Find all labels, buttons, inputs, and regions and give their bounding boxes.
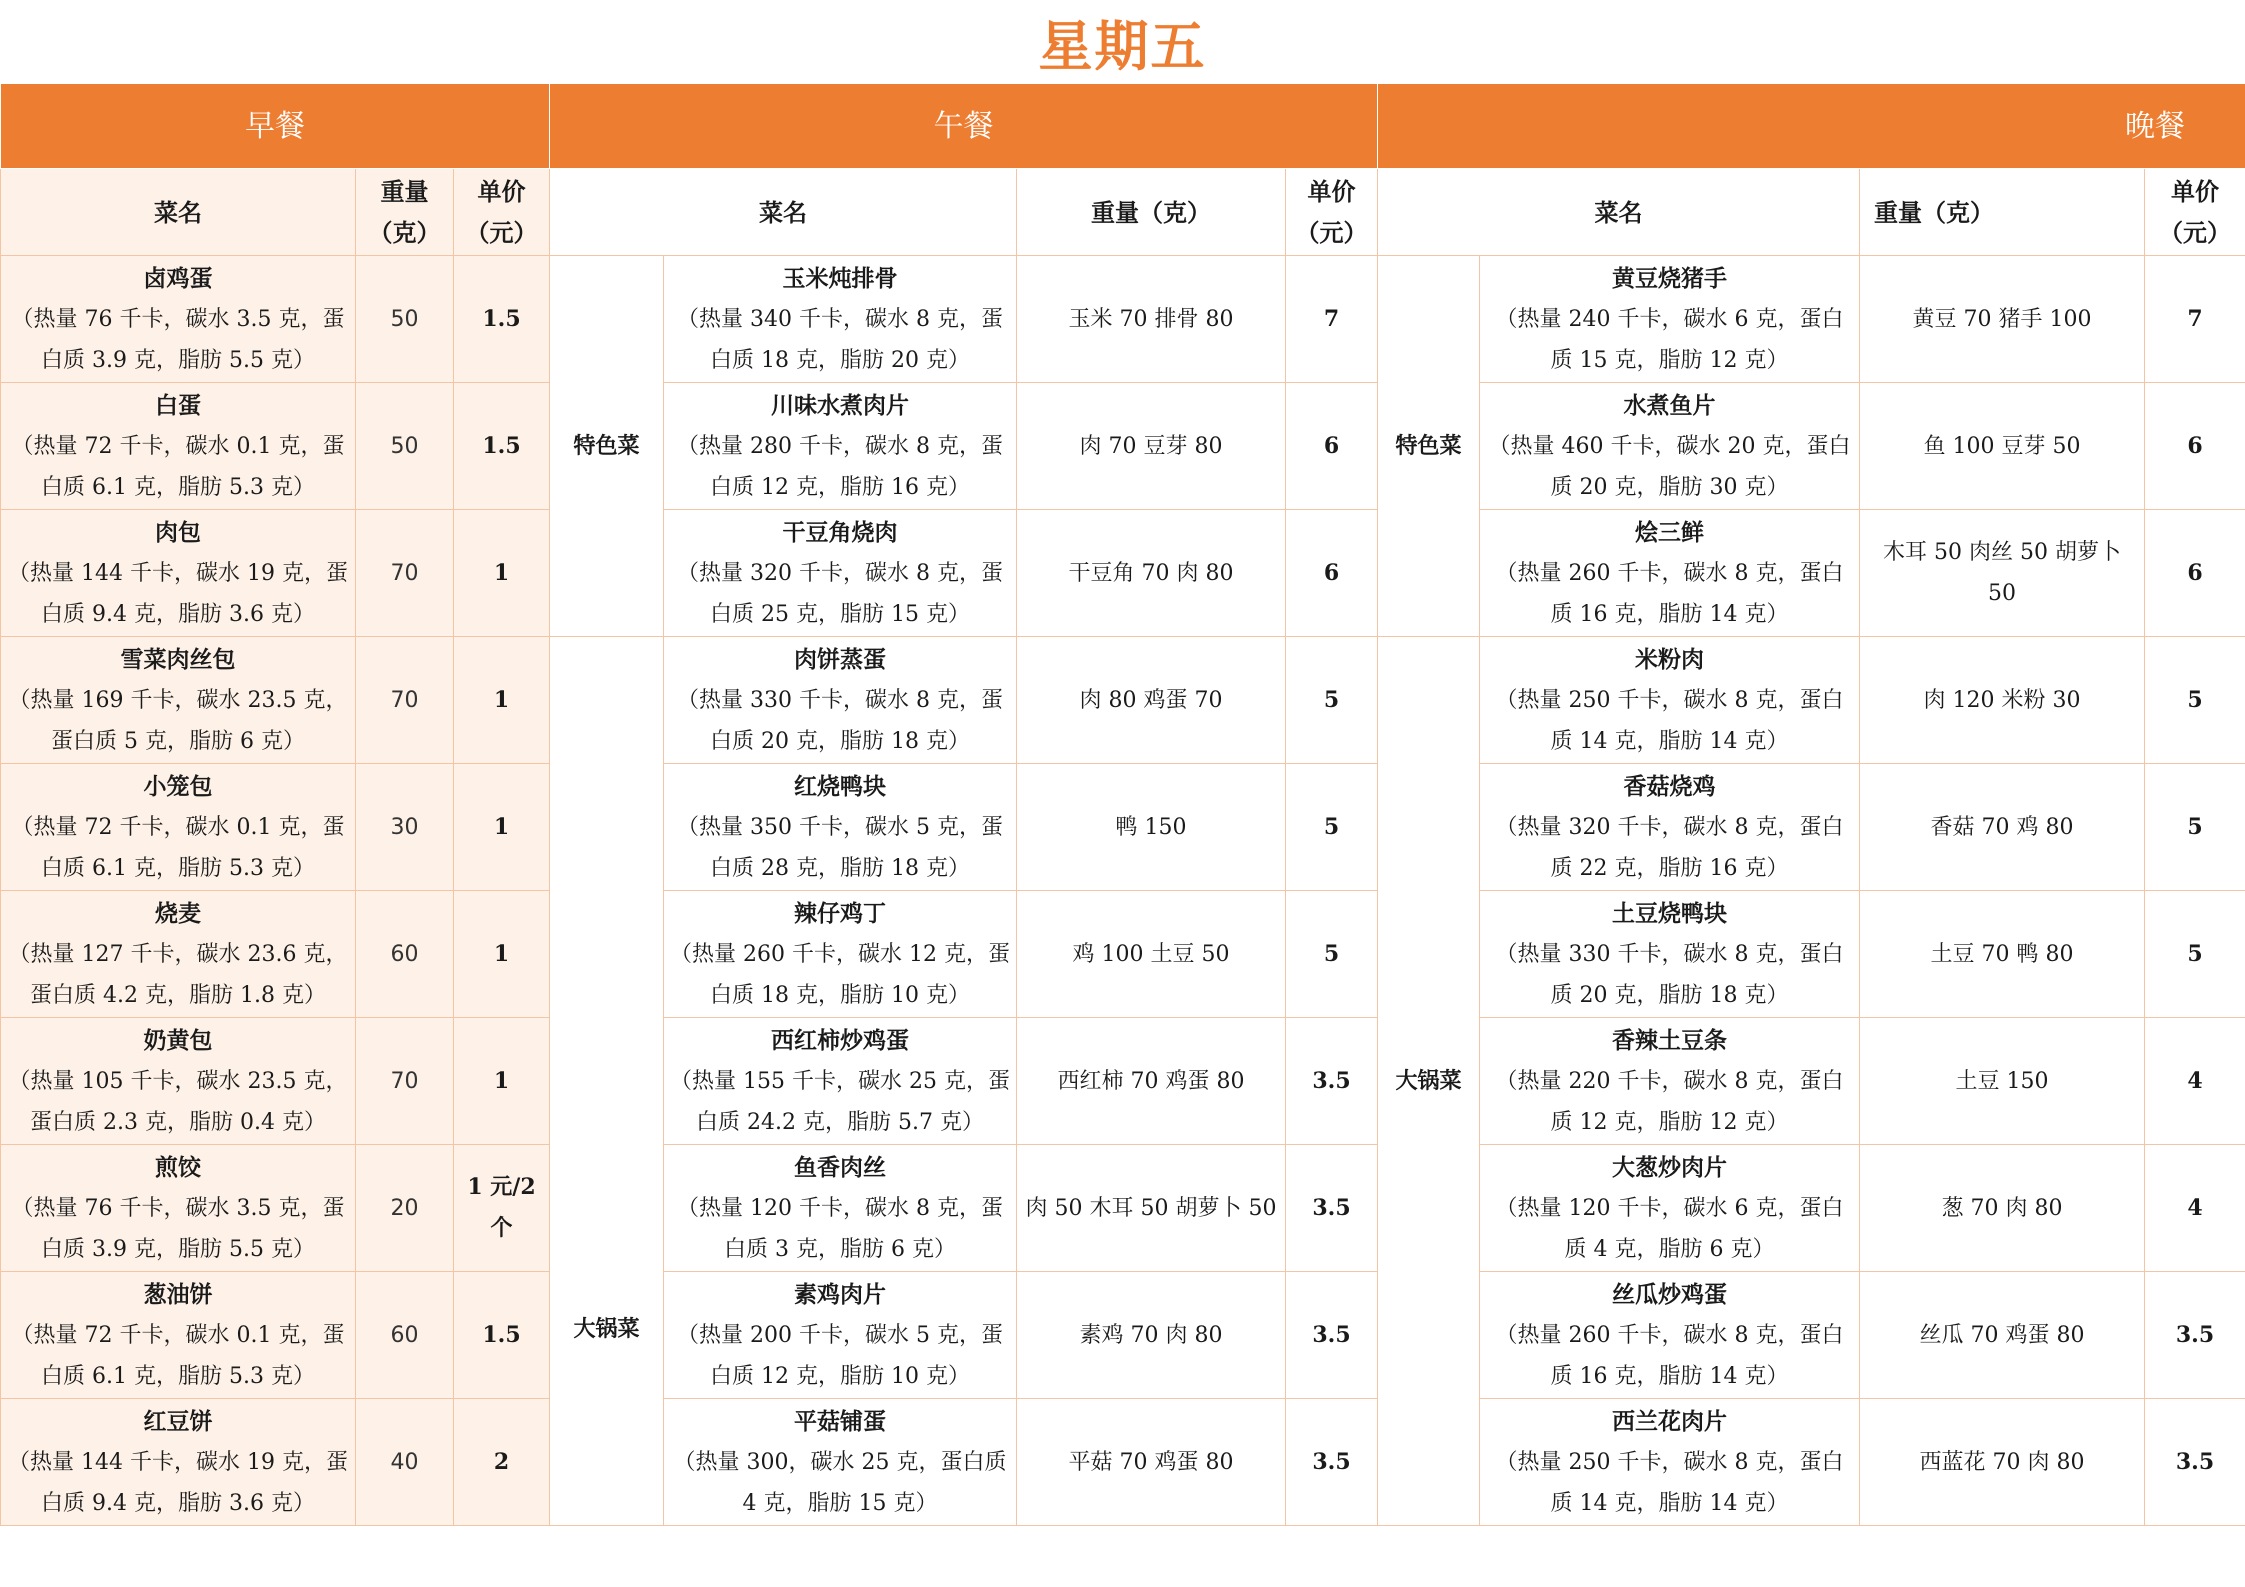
col-dinner-weight: 重量（克） — [1860, 169, 2145, 256]
dish-name: 土豆烧鸭块 — [1612, 899, 1728, 927]
dinner-weight: 鱼 100 豆芽 50 — [1860, 383, 2145, 510]
breakfast-dish — [1, 637, 356, 764]
breakfast-dish — [1, 764, 356, 891]
dinner-category-special: 特色菜 — [1378, 256, 1480, 637]
lunch-price: 5 — [1286, 764, 1378, 891]
dish-nutrition: （热量 105 千卡，碳水 23.5 克，蛋白质 2.3 克，脂肪 0.4 克） — [8, 1068, 348, 1135]
dish-nutrition: （热量 320 千卡，碳水 8 克，蛋白质 25 克，脂肪 15 克） — [677, 560, 1003, 627]
breakfast-weight: 40 — [356, 1399, 454, 1526]
breakfast-dish — [1, 1399, 356, 1526]
dinner-dish — [1480, 510, 1860, 637]
dish-nutrition: （热量 120 千卡，碳水 8 克，蛋白质 3 克，脂肪 6 克） — [677, 1195, 1003, 1262]
dish-name: 大葱炒肉片 — [1612, 1153, 1728, 1181]
dinner-weight: 香菇 70 鸡 80 — [1860, 764, 2145, 891]
col-lunch-name: 菜名 — [550, 169, 1017, 256]
dish-nutrition: （热量 340 千卡，碳水 8 克，蛋白质 18 克，脂肪 20 克） — [677, 306, 1003, 373]
dish-nutrition: （热量 260 千卡，碳水 8 克，蛋白质 16 克，脂肪 14 克） — [1495, 1322, 1844, 1389]
breakfast-dish — [1, 383, 356, 510]
breakfast-dish — [1, 510, 356, 637]
lunch-category-pot: 大锅菜 — [550, 637, 664, 1526]
lunch-weight: 鸡 100 土豆 50 — [1017, 891, 1286, 1018]
dish-nutrition: （热量 330 千卡，碳水 8 克，蛋白质 20 克，脂肪 18 克） — [677, 687, 1003, 754]
dinner-weight: 丝瓜 70 鸡蛋 80 — [1860, 1272, 2145, 1399]
dinner-weight: 西蓝花 70 肉 80 — [1860, 1399, 2145, 1526]
lunch-price: 7 — [1286, 256, 1378, 383]
dish-name: 香菇烧鸡 — [1623, 772, 1716, 800]
lunch-dish — [664, 1272, 1017, 1399]
dish-name: 玉米炖排骨 — [782, 264, 898, 292]
col-breakfast-name: 菜名 — [1, 169, 356, 256]
breakfast-dish — [1, 891, 356, 1018]
dish-nutrition: （热量 144 千卡，碳水 19 克，蛋白质 9.4 克，脂肪 3.6 克） — [8, 1449, 348, 1516]
dish-name: 红豆饼 — [143, 1407, 213, 1435]
dish-name: 丝瓜炒鸡蛋 — [1612, 1280, 1728, 1308]
dish-name: 黄豆烧猪手 — [1612, 264, 1728, 292]
breakfast-weight: 50 — [356, 383, 454, 510]
lunch-price: 5 — [1286, 891, 1378, 1018]
lunch-price: 3.5 — [1286, 1145, 1378, 1272]
lunch-weight: 肉 50 木耳 50 胡萝卜 50 — [1017, 1145, 1286, 1272]
dinner-price: 6 — [2145, 383, 2245, 510]
col-dinner-price: 单价（元） — [2145, 169, 2245, 256]
menu-row — [1, 891, 2245, 1018]
dinner-price: 4 — [2145, 1145, 2245, 1272]
lunch-dish — [664, 764, 1017, 891]
dinner-weight: 葱 70 肉 80 — [1860, 1145, 2145, 1272]
dish-name: 肉饼蒸蛋 — [794, 645, 887, 673]
col-dinner-name: 菜名 — [1378, 169, 1860, 256]
breakfast-dish — [1, 1145, 356, 1272]
dinner-weight: 黄豆 70 猪手 100 — [1860, 256, 2145, 383]
dish-name: 烩三鲜 — [1635, 518, 1705, 546]
breakfast-price: 1.5 — [454, 383, 550, 510]
dish-nutrition: （热量 200 千卡，碳水 5 克，蛋白质 12 克，脂肪 10 克） — [677, 1322, 1003, 1389]
dish-name: 葱油饼 — [143, 1280, 213, 1308]
lunch-dish — [664, 637, 1017, 764]
dinner-price: 6 — [2145, 510, 2245, 637]
lunch-weight: 平菇 70 鸡蛋 80 — [1017, 1399, 1286, 1526]
dish-nutrition: （热量 300，碳水 25 克，蛋白质 4 克，脂肪 15 克） — [673, 1449, 1007, 1516]
dinner-dish — [1480, 764, 1860, 891]
breakfast-price: 1 — [454, 510, 550, 637]
dish-name: 煎饺 — [155, 1153, 201, 1181]
lunch-price: 3.5 — [1286, 1399, 1378, 1526]
breakfast-dish — [1, 1018, 356, 1145]
dish-name: 肉包 — [155, 518, 201, 546]
dinner-price: 5 — [2145, 637, 2245, 764]
lunch-price: 3.5 — [1286, 1018, 1378, 1145]
dish-nutrition: （热量 240 千卡，碳水 6 克，蛋白质 15 克，脂肪 12 克） — [1495, 306, 1844, 373]
breakfast-weight: 50 — [356, 256, 454, 383]
dinner-price: 4 — [2145, 1018, 2245, 1145]
dinner-dish — [1480, 256, 1860, 383]
breakfast-price: 2 — [454, 1399, 550, 1526]
lunch-weight: 干豆角 70 肉 80 — [1017, 510, 1286, 637]
dish-nutrition: （热量 260 千卡，碳水 12 克，蛋白质 18 克，脂肪 10 克） — [670, 941, 1010, 1008]
lunch-category-special: 特色菜 — [550, 256, 664, 637]
breakfast-price: 1 — [454, 891, 550, 1018]
breakfast-weight: 60 — [356, 1272, 454, 1399]
menu-body — [1, 84, 2245, 1526]
lunch-dish — [664, 1399, 1017, 1526]
lunch-dish — [664, 383, 1017, 510]
breakfast-price: 1.5 — [454, 1272, 550, 1399]
dish-nutrition: （热量 127 千卡，碳水 23.6 克，蛋白质 4.2 克，脂肪 1.8 克） — [8, 941, 348, 1008]
dish-nutrition: （热量 330 千卡，碳水 8 克，蛋白质 20 克，脂肪 18 克） — [1495, 941, 1844, 1008]
dinner-weight: 肉 120 米粉 30 — [1860, 637, 2145, 764]
dish-name: 米粉肉 — [1635, 645, 1705, 673]
col-lunch-weight: 重量（克） — [1017, 169, 1286, 256]
dish-nutrition: （热量 220 千卡，碳水 8 克，蛋白质 12 克，脂肪 12 克） — [1495, 1068, 1844, 1135]
lunch-dish — [664, 891, 1017, 1018]
lunch-price: 3.5 — [1286, 1272, 1378, 1399]
menu-row — [1, 510, 2245, 637]
dish-nutrition: （热量 320 千卡，碳水 8 克，蛋白质 22 克，脂肪 16 克） — [1495, 814, 1844, 881]
dish-nutrition: （热量 72 千卡，碳水 0.1 克，蛋白质 6.1 克，脂肪 5.3 克） — [11, 433, 345, 500]
page-title: 星期五 — [1038, 14, 1207, 78]
dish-nutrition: （热量 72 千卡，碳水 0.1 克，蛋白质 6.1 克，脂肪 5.3 克） — [11, 1322, 345, 1389]
lunch-dish — [664, 1145, 1017, 1272]
dish-name: 卤鸡蛋 — [143, 264, 213, 292]
dinner-dish — [1480, 637, 1860, 764]
dinner-price: 7 — [2145, 256, 2245, 383]
dinner-price: 3.5 — [2145, 1399, 2245, 1526]
breakfast-price: 1 — [454, 1018, 550, 1145]
dish-name: 香辣土豆条 — [1612, 1026, 1728, 1054]
dish-nutrition: （热量 280 千卡，碳水 8 克，蛋白质 12 克，脂肪 16 克） — [677, 433, 1003, 500]
dish-nutrition: （热量 155 千卡，碳水 25 克，蛋白质 24.2 克，脂肪 5.7 克） — [670, 1068, 1010, 1135]
meal-header-row — [1, 84, 2245, 169]
menu-row — [1, 383, 2245, 510]
dinner-weight: 土豆 150 — [1860, 1018, 2145, 1145]
dish-name: 烧麦 — [155, 899, 201, 927]
breakfast-weight: 20 — [356, 1145, 454, 1272]
dinner-weight: 木耳 50 肉丝 50 胡萝卜 50 — [1860, 510, 2145, 637]
breakfast-price: 1.5 — [454, 256, 550, 383]
dish-nutrition: （热量 460 千卡，碳水 20 克，蛋白质 20 克，脂肪 30 克） — [1488, 433, 1851, 500]
col-breakfast-weight: 重量（克） — [356, 169, 454, 256]
dinner-dish — [1480, 1145, 1860, 1272]
breakfast-dish — [1, 1272, 356, 1399]
menu-row — [1, 1145, 2245, 1272]
dish-nutrition: （热量 250 千卡，碳水 8 克，蛋白质 14 克，脂肪 14 克） — [1495, 1449, 1844, 1516]
dish-name: 素鸡肉片 — [794, 1280, 887, 1308]
dish-name: 川味水煮肉片 — [771, 391, 910, 419]
dish-nutrition: （热量 120 千卡，碳水 6 克，蛋白质 4 克，脂肪 6 克） — [1495, 1195, 1844, 1262]
dish-nutrition: （热量 144 千卡，碳水 19 克，蛋白质 9.4 克，脂肪 3.6 克） — [8, 560, 348, 627]
menu-row — [1, 637, 2245, 764]
dish-nutrition: （热量 76 千卡，碳水 3.5 克，蛋白质 3.9 克，脂肪 5.5 克） — [11, 1195, 345, 1262]
breakfast-weight: 70 — [356, 1018, 454, 1145]
dish-name: 西红柿炒鸡蛋 — [771, 1026, 910, 1054]
dinner-price: 5 — [2145, 764, 2245, 891]
dinner-price: 3.5 — [2145, 1272, 2245, 1399]
dish-name: 干豆角烧肉 — [782, 518, 898, 546]
dinner-dish — [1480, 1399, 1860, 1526]
dish-name: 奶黄包 — [143, 1026, 213, 1054]
lunch-weight: 鸭 150 — [1017, 764, 1286, 891]
lunch-dish — [664, 256, 1017, 383]
meal-breakfast: 早餐 — [1, 84, 550, 169]
breakfast-weight: 60 — [356, 891, 454, 1018]
meal-lunch: 午餐 — [550, 84, 1378, 169]
breakfast-weight: 70 — [356, 637, 454, 764]
lunch-weight: 素鸡 70 肉 80 — [1017, 1272, 1286, 1399]
dinner-weight: 土豆 70 鸭 80 — [1860, 891, 2145, 1018]
lunch-price: 5 — [1286, 637, 1378, 764]
dinner-category-pot: 大锅菜 — [1378, 637, 1480, 1526]
lunch-price: 6 — [1286, 510, 1378, 637]
lunch-dish — [664, 1018, 1017, 1145]
lunch-dish — [664, 510, 1017, 637]
breakfast-weight: 70 — [356, 510, 454, 637]
dish-nutrition: （热量 169 千卡，碳水 23.5 克，蛋白质 5 克，脂肪 6 克） — [8, 687, 348, 754]
lunch-price: 6 — [1286, 383, 1378, 510]
meal-dinner: 晚餐 — [1378, 84, 2245, 169]
col-breakfast-price: 单价（元） — [454, 169, 550, 256]
dinner-price: 5 — [2145, 891, 2245, 1018]
dish-name: 辣仔鸡丁 — [794, 899, 887, 927]
lunch-weight: 肉 70 豆芽 80 — [1017, 383, 1286, 510]
lunch-weight: 西红柿 70 鸡蛋 80 — [1017, 1018, 1286, 1145]
breakfast-weight: 30 — [356, 764, 454, 891]
dish-name: 平菇铺蛋 — [794, 1407, 887, 1435]
menu-row — [1, 256, 2245, 383]
dish-name: 红烧鸭块 — [794, 772, 887, 800]
dish-nutrition: （热量 72 千卡，碳水 0.1 克，蛋白质 6.1 克，脂肪 5.3 克） — [11, 814, 345, 881]
menu-row — [1, 1272, 2245, 1399]
dish-name: 鱼香肉丝 — [794, 1153, 887, 1181]
breakfast-price: 1 — [454, 764, 550, 891]
lunch-weight: 玉米 70 排骨 80 — [1017, 256, 1286, 383]
dish-nutrition: （热量 76 千卡，碳水 3.5 克，蛋白质 3.9 克，脂肪 5.5 克） — [11, 306, 345, 373]
dish-name: 白蛋 — [155, 391, 201, 419]
breakfast-dish — [1, 256, 356, 383]
dish-name: 雪菜肉丝包 — [120, 645, 236, 673]
menu-row — [1, 764, 2245, 891]
menu-row — [1, 1018, 2245, 1145]
breakfast-price: 1 元/2 个 — [454, 1145, 550, 1272]
dinner-dish — [1480, 1018, 1860, 1145]
breakfast-price: 1 — [454, 637, 550, 764]
dinner-dish — [1480, 891, 1860, 1018]
dish-name: 西兰花肉片 — [1612, 1407, 1728, 1435]
menu-table — [0, 84, 2245, 1526]
column-header-row — [1, 169, 2245, 256]
dinner-dish — [1480, 1272, 1860, 1399]
menu-row — [1, 1399, 2245, 1526]
dish-nutrition: （热量 350 千卡，碳水 5 克，蛋白质 28 克，脂肪 18 克） — [677, 814, 1003, 881]
col-lunch-price: 单价（元） — [1286, 169, 1378, 256]
dish-nutrition: （热量 260 千卡，碳水 8 克，蛋白质 16 克，脂肪 14 克） — [1495, 560, 1844, 627]
dish-name: 小笼包 — [143, 772, 213, 800]
lunch-weight: 肉 80 鸡蛋 70 — [1017, 637, 1286, 764]
dinner-dish — [1480, 383, 1860, 510]
dish-name: 水煮鱼片 — [1623, 391, 1716, 419]
dish-nutrition: （热量 250 千卡，碳水 8 克，蛋白质 14 克，脂肪 14 克） — [1495, 687, 1844, 754]
